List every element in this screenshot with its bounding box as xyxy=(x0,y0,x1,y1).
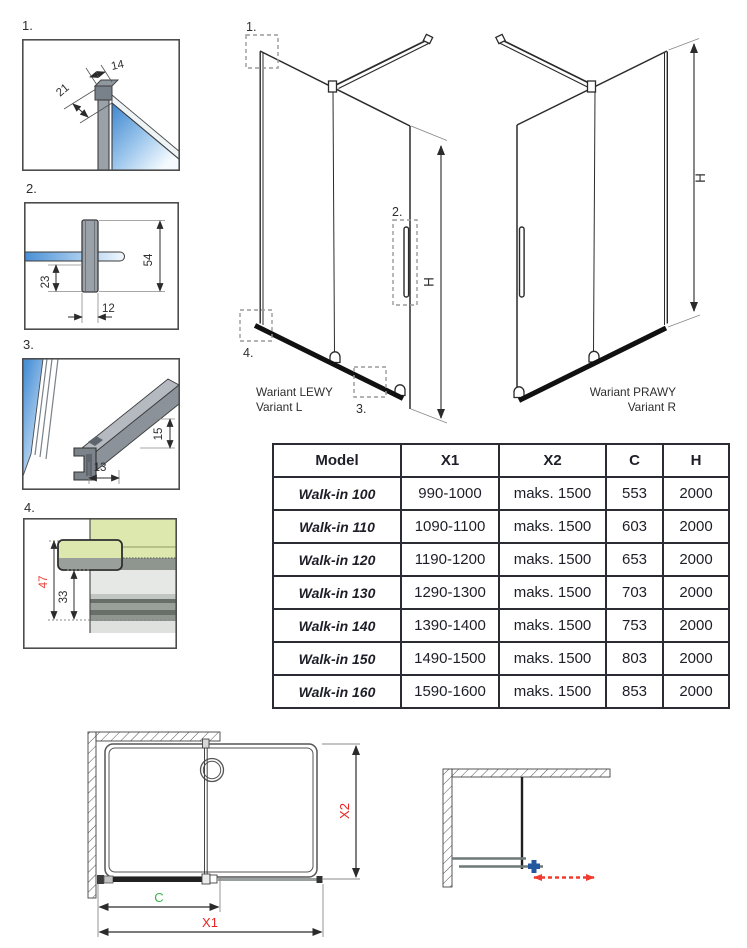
support-bar xyxy=(496,34,596,92)
dim-14-value: 14 xyxy=(110,58,126,73)
table-row xyxy=(273,510,729,543)
glass-panel xyxy=(25,252,125,261)
x2-cell: maks. 1500 xyxy=(499,675,606,708)
x1-cell: 1390-1400 xyxy=(401,609,499,642)
h-cell: 2000 xyxy=(663,675,729,708)
support-bar-wall-cap xyxy=(423,34,432,43)
h-cell: 2000 xyxy=(663,642,729,675)
support-bar-bracket xyxy=(588,81,596,92)
dim-23-value: 23 xyxy=(40,275,52,289)
dim-21-value: 21 xyxy=(54,81,72,100)
dim-47-value: 47 xyxy=(38,575,50,589)
dim-54-value: 54 xyxy=(143,253,155,267)
roller-guide xyxy=(514,387,524,398)
dim-33-value: 33 xyxy=(58,590,70,604)
height-label: H xyxy=(421,277,437,287)
c-cell: 703 xyxy=(606,576,663,609)
x1-cell: 1190-1200 xyxy=(401,543,499,576)
col-header-x1: X1 xyxy=(401,444,499,477)
table-row xyxy=(273,543,729,576)
detail-1-drawing xyxy=(22,39,180,171)
x1-cell: 1090-1100 xyxy=(401,510,499,543)
callout-1: 1. xyxy=(246,20,257,34)
walls xyxy=(88,732,220,898)
dim-23 xyxy=(48,265,82,292)
elevation-right-variant xyxy=(460,15,747,425)
height-label: H xyxy=(693,173,708,183)
dim-13-value: 13 xyxy=(93,462,107,474)
roller-carriage xyxy=(528,860,540,873)
detail-4-label: 4. xyxy=(24,500,35,515)
c-cell: 853 xyxy=(606,675,663,708)
x2-cell: maks. 1500 xyxy=(499,477,606,510)
model-cell: Walk-in 120 xyxy=(273,543,401,576)
model-cell: Walk-in 110 xyxy=(273,510,401,543)
side-section-view xyxy=(425,750,730,905)
x2-cell: maks. 1500 xyxy=(499,609,606,642)
sliding-panel-edge xyxy=(333,92,335,353)
x1-cell: 990-1000 xyxy=(401,477,499,510)
variant-right-title: Wariant PRAWY xyxy=(589,385,676,399)
x1-cell: 1490-1500 xyxy=(401,642,499,675)
detail-3-label: 3. xyxy=(23,337,34,352)
detail-2-drawing xyxy=(24,202,179,330)
x1-cell: 1590-1600 xyxy=(401,675,499,708)
c-cell: 653 xyxy=(606,543,663,576)
detail-2-label: 2. xyxy=(26,181,37,196)
glass-panel xyxy=(23,359,58,476)
variant-right-subtitle: Variant R xyxy=(627,400,676,414)
door-handle xyxy=(520,227,525,297)
dim-x2-label: X2 xyxy=(337,803,352,819)
support-bar-wall-cap xyxy=(496,34,505,43)
support-bar xyxy=(329,34,433,92)
glass-rail-plan xyxy=(97,874,323,884)
col-header-model: Model xyxy=(273,444,401,477)
door-handle xyxy=(404,227,409,297)
col-header-x2: X2 xyxy=(499,444,606,477)
callout-4: 4. xyxy=(243,346,254,360)
variant-left-subtitle: Variant L xyxy=(256,400,303,414)
x2-cell: maks. 1500 xyxy=(499,543,606,576)
c-cell: 803 xyxy=(606,642,663,675)
walls xyxy=(443,769,610,887)
h-cell: 2000 xyxy=(663,576,729,609)
x2-cell: maks. 1500 xyxy=(499,510,606,543)
drain xyxy=(201,759,224,782)
support-bar-bracket xyxy=(329,81,337,92)
detail-3-drawing xyxy=(22,358,180,490)
table-row xyxy=(273,609,729,642)
model-cell: Walk-in 160 xyxy=(273,675,401,708)
sliding-panel-edge xyxy=(594,92,596,352)
callout-3: 3. xyxy=(356,402,367,416)
detail-4-drawing xyxy=(23,518,177,649)
c-cell: 603 xyxy=(606,510,663,543)
c-cell: 753 xyxy=(606,609,663,642)
x2-cell: maks. 1500 xyxy=(499,576,606,609)
handle-profile xyxy=(82,220,98,292)
glass-panel xyxy=(112,95,180,170)
profile-cap xyxy=(58,540,122,570)
fixed-panel xyxy=(517,51,667,397)
c-cell: 553 xyxy=(606,477,663,510)
dim-x1-label: X1 xyxy=(202,915,218,930)
wall-section-bands xyxy=(90,519,176,633)
table-row xyxy=(273,675,729,708)
elevation-left-variant xyxy=(230,15,460,425)
variant-left-title: Wariant LEWY xyxy=(256,385,333,399)
table-row xyxy=(273,642,729,675)
h-cell: 2000 xyxy=(663,477,729,510)
detail-1-label: 1. xyxy=(22,18,33,33)
model-cell: Walk-in 100 xyxy=(273,477,401,510)
dim-c-label: C xyxy=(154,890,164,905)
col-header-c: C xyxy=(606,444,663,477)
model-cell: Walk-in 130 xyxy=(273,576,401,609)
table-row xyxy=(273,576,729,609)
table-header-row xyxy=(273,444,729,477)
table-row xyxy=(273,477,729,510)
model-cell: Walk-in 150 xyxy=(273,642,401,675)
callout-2: 2. xyxy=(392,205,403,219)
col-header-h: H xyxy=(663,444,729,477)
dimension-table xyxy=(272,443,730,709)
plan-view xyxy=(55,725,365,948)
h-cell: 2000 xyxy=(663,609,729,642)
dim-15-value: 15 xyxy=(153,427,165,441)
model-cell: Walk-in 140 xyxy=(273,609,401,642)
dim-12-value: 12 xyxy=(102,303,115,315)
h-cell: 2000 xyxy=(663,543,729,576)
x2-cell: maks. 1500 xyxy=(499,642,606,675)
x1-cell: 1290-1300 xyxy=(401,576,499,609)
h-cell: 2000 xyxy=(663,510,729,543)
